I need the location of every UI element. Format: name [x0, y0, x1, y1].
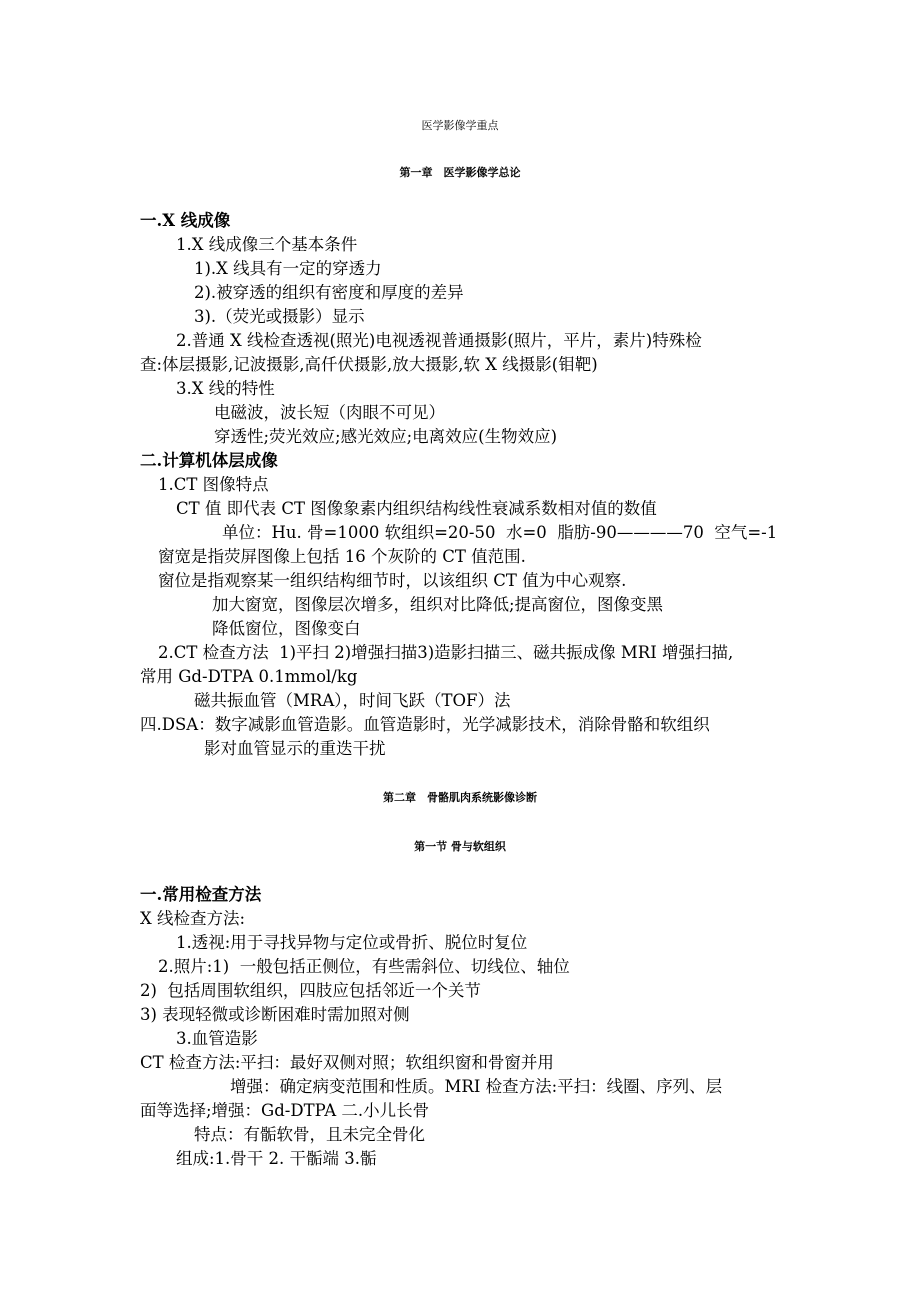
- text-line: 3) 表现轻微或诊断困难时需加照对侧: [140, 1005, 410, 1024]
- section-heading-exam-methods: 一.常用检查方法: [140, 885, 262, 904]
- text-line: 四.DSA：数字减影血管造影。血管造影时，光学减影技术，消除骨骼和软组织: [140, 715, 710, 734]
- text-line: X 线检查方法:: [140, 909, 246, 928]
- text-line: 常用 Gd-DTPA 0.1mmol/kg: [140, 667, 358, 686]
- text-line: 特点：有骺软骨，且未完全骨化: [194, 1125, 425, 1144]
- text-line: 2) 包括周围软组织，四肢应包括邻近一个关节: [140, 981, 481, 1000]
- text-line: 面等选择;增强：Gd-DTPA 二.小儿长骨: [140, 1101, 430, 1120]
- text-line: 3.血管造影: [176, 1029, 258, 1048]
- text-line: 加大窗宽，图像层次增多，组织对比降低;提高窗位，图像变黑: [212, 595, 664, 614]
- text-line: 降低窗位，图像变白: [212, 619, 361, 638]
- text-line: 增强：确定病变范围和性质。MRI 检查方法:平扫：线圈、序列、层: [230, 1077, 723, 1096]
- text-line: 1.X 线成像三个基本条件: [176, 235, 358, 254]
- text-line: 穿透性;荧光效应;感光效应;电离效应(生物效应): [214, 427, 558, 446]
- text-line: 单位：Hu. 骨=1000 软组织=20-50 水=0 脂肪-90————70 空气=-1: [222, 523, 778, 542]
- section-heading-xray-imaging: 一.X 线成像: [140, 211, 231, 230]
- text-line: 2.普通 X 线检查透视(照光)电视透视普通摄影(照片，平片，素片)特殊检: [176, 331, 702, 350]
- text-line: 组成:1.骨干 2. 干骺端 3.骺: [176, 1149, 377, 1168]
- section-heading-ct-imaging: 二.计算机体层成像: [140, 451, 278, 470]
- text-line: 1.CT 图像特点: [158, 475, 269, 494]
- document-title: 医学影像学重点: [421, 119, 499, 132]
- text-line: 2.CT 检查方法 1)平扫 2)增强扫描3)造影扫描三、磁共振成像 MRI 增强扫描,: [158, 643, 734, 662]
- text-line: 影对血管显示的重迭干扰: [204, 739, 386, 758]
- text-line: 2).被穿透的组织有密度和厚度的差异: [194, 283, 464, 302]
- text-line: 磁共振血管（MRA），时间飞跃（TOF）法: [194, 691, 511, 710]
- chapter-2-section-heading: 第一节 骨与软组织: [414, 840, 506, 853]
- text-line: 窗宽是指荧屏图像上包括 16 个灰阶的 CT 值范围.: [158, 547, 526, 566]
- text-line: CT 检查方法:平扫：最好双侧对照；软组织窗和骨窗并用: [140, 1053, 554, 1072]
- text-line: 窗位是指观察某一组织结构细节时，以该组织 CT 值为中心观察.: [158, 571, 627, 590]
- text-line: 1).X 线具有一定的穿透力: [194, 259, 382, 278]
- text-line: 2.照片:1) 一般包括正侧位，有些需斜位、切线位、轴位: [158, 957, 570, 976]
- text-line: 查:体层摄影,记波摄影,高仟伏摄影,放大摄影,软 X 线摄影(钼靶): [140, 355, 598, 374]
- text-line: 3).（荧光或摄影）显示: [194, 307, 365, 326]
- text-line: 3.X 线的特性: [176, 379, 275, 398]
- text-line: 1.透视:用于寻找异物与定位或骨折、脱位时复位: [176, 933, 528, 952]
- text-line: 电磁波，波长短（肉眼不可见）: [214, 403, 445, 422]
- text-line: CT 值 即代表 CT 图像象素内组织结构线性衰减系数相对值的数值: [176, 499, 657, 518]
- chapter-2-heading: 第二章 骨骼肌肉系统影像诊断: [383, 791, 537, 804]
- chapter-1-heading: 第一章 医学影像学总论: [399, 166, 521, 179]
